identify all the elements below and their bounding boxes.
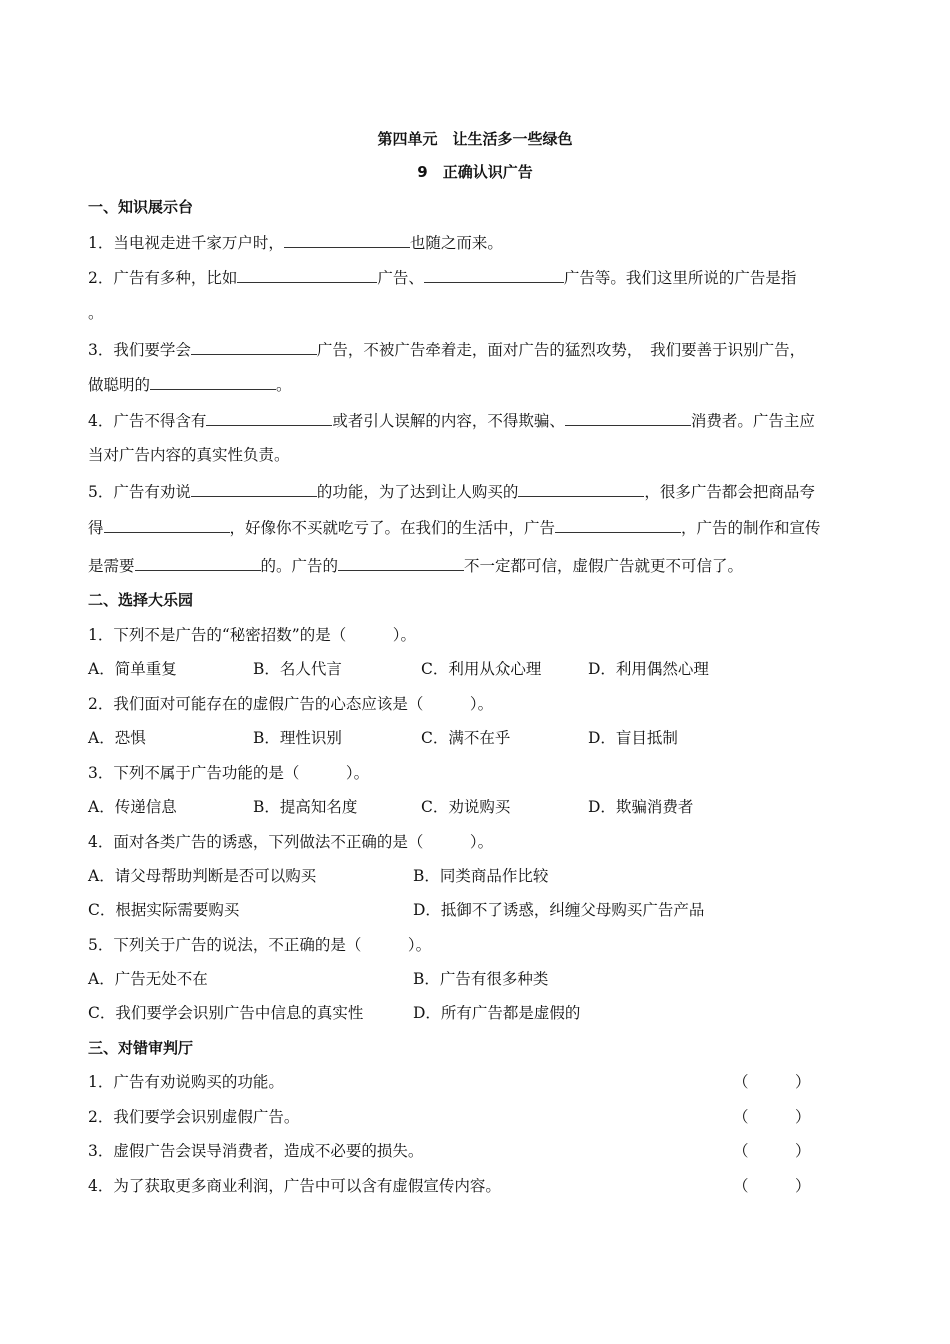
question-text: 或者引人误解的内容，不得欺骗、 — [332, 412, 565, 430]
answer-blank[interactable] — [150, 373, 276, 390]
choice-option[interactable]: C．根据实际需要购买 — [88, 901, 240, 919]
fill-question-line — [88, 445, 290, 465]
answer-blank[interactable] — [237, 266, 377, 283]
question-text: ，好像你不买就吃亏了。在我们的生活中，广告 — [229, 519, 556, 537]
answer-blank[interactable] — [135, 554, 261, 571]
answer-blank[interactable] — [191, 480, 317, 497]
question-text: 3．我们要学会 — [88, 341, 191, 359]
judgment-text: 4．为了获取更多商业利润，广告中可以含有虚假宣传内容。 — [88, 1176, 501, 1195]
answer-blank[interactable] — [104, 516, 230, 533]
fill-question-line — [88, 409, 815, 431]
answer-blank[interactable] — [565, 409, 691, 426]
question-text: 得 — [88, 519, 104, 537]
question-text: 。 — [276, 376, 292, 394]
choice-option[interactable]: A．请父母帮助判断是否可以购买 — [88, 867, 317, 885]
question-text: 广告，不被广告牵着走，面对广告的猛烈攻势， 我们要善于识别广告， — [316, 341, 806, 359]
answer-blank[interactable] — [555, 516, 681, 533]
answer-blank[interactable] — [424, 266, 564, 283]
judgment-question — [88, 1176, 868, 1196]
section-heading-choice: 二、选择大乐园 — [88, 591, 194, 609]
question-text: 做聪明的 — [88, 376, 151, 394]
choice-option[interactable]: C．我们要学会识别广告中信息的真实性 — [88, 1004, 364, 1022]
choice-option[interactable]: D．盲目抵制 — [588, 729, 678, 747]
question-text: 也随之而来。 — [409, 234, 503, 252]
judgment-question — [88, 1072, 868, 1092]
question-text: 广告、 — [377, 269, 424, 287]
question-text: 。 — [88, 304, 104, 322]
question-text: ，很多广告都会把商品夸 — [644, 483, 815, 501]
answer-parentheses[interactable]: （ ） — [733, 1142, 811, 1160]
fill-question-line — [88, 516, 821, 538]
choice-option[interactable]: C．满不在乎 — [421, 729, 511, 747]
choice-option[interactable]: B．提高知名度 — [253, 798, 358, 816]
judgment-question — [88, 1141, 868, 1161]
choice-option[interactable]: C．利用从众心理 — [421, 660, 542, 678]
judgment-text: 3．虚假广告会误导消费者，造成不必要的损失。 — [88, 1142, 424, 1160]
choice-question: 3．下列不属于广告功能的是（ ）。 — [88, 764, 370, 782]
choice-option[interactable]: C．劝说购买 — [421, 798, 511, 816]
question-text: 消费者。广告主应 — [690, 412, 815, 430]
question-text: 1．当电视走进千家万户时， — [88, 234, 284, 252]
answer-blank[interactable] — [191, 338, 317, 355]
question-text: 是需要 — [88, 557, 135, 575]
choice-question: 4．面对各类广告的诱惑，下列做法不正确的是（ ）。 — [88, 833, 494, 851]
question-text: 5．广告有劝说 — [88, 483, 191, 501]
answer-blank[interactable] — [338, 554, 464, 571]
choice-option[interactable]: D．所有广告都是虚假的 — [413, 1004, 581, 1022]
choice-option[interactable]: A．简单重复 — [88, 660, 177, 678]
choice-option[interactable]: B．广告有很多种类 — [413, 970, 549, 988]
choice-question: 5．下列关于广告的说法，不正确的是（ ）。 — [88, 936, 432, 954]
choice-option[interactable]: D．抵御不了诱惑，纠缠父母购买广告产品 — [413, 901, 705, 919]
question-text: 广告等。我们这里所说的广告是指 — [563, 269, 797, 287]
judgment-text: 1．广告有劝说购买的功能。 — [88, 1073, 284, 1091]
answer-parentheses[interactable]: （ ） — [733, 1176, 811, 1195]
judgment-question — [88, 1107, 868, 1127]
question-text: ，广告的制作和宣传 — [681, 519, 821, 537]
fill-question-line — [88, 266, 796, 288]
question-text: 4．广告不得含有 — [88, 412, 207, 430]
choice-question: 1．下列不是广告的“秘密招数”的是（ ）。 — [88, 626, 416, 644]
question-text: 当对广告内容的真实性负责。 — [88, 446, 290, 464]
answer-blank[interactable] — [284, 231, 410, 248]
fill-question-line — [88, 480, 815, 502]
judgment-text: 2．我们要学会识别虚假广告。 — [88, 1107, 300, 1126]
lesson-title: 9 正确认识广告 — [417, 163, 533, 181]
question-text: 不一定都可信，虚假广告就更不可信了。 — [464, 557, 744, 575]
choice-option[interactable]: D．利用偶然心理 — [588, 660, 709, 678]
section-heading-knowledge: 一、知识展示台 — [88, 198, 194, 216]
fill-question-line — [88, 373, 292, 395]
choice-option[interactable]: B．名人代言 — [253, 660, 342, 678]
fill-question-line — [88, 338, 805, 360]
choice-option[interactable]: B．同类商品作比较 — [413, 867, 549, 885]
fill-question-line — [88, 303, 104, 323]
choice-option[interactable]: D．欺骗消费者 — [588, 798, 694, 816]
question-text: 2．广告有多种，比如 — [88, 269, 238, 287]
question-text: 的功能，为了达到让人购买的 — [316, 483, 519, 501]
choice-option[interactable]: A．传递信息 — [88, 798, 177, 816]
answer-parentheses[interactable]: （ ） — [733, 1107, 811, 1126]
unit-title: 第四单元 让生活多一些绿色 — [377, 130, 573, 148]
fill-question-line — [88, 554, 743, 576]
choice-question: 2．我们面对可能存在的虚假广告的心态应该是（ ）。 — [88, 695, 494, 713]
fill-question-line — [88, 231, 503, 253]
choice-option[interactable]: A．恐惧 — [88, 729, 146, 747]
answer-blank[interactable] — [206, 409, 332, 426]
answer-blank[interactable] — [518, 480, 644, 497]
answer-parentheses[interactable]: （ ） — [733, 1073, 811, 1091]
choice-option[interactable]: B．理性识别 — [253, 729, 342, 747]
section-heading-judgment: 三、对错审判厅 — [88, 1039, 194, 1057]
choice-option[interactable]: A．广告无处不在 — [88, 970, 208, 988]
question-text: 的。广告的 — [260, 557, 339, 575]
